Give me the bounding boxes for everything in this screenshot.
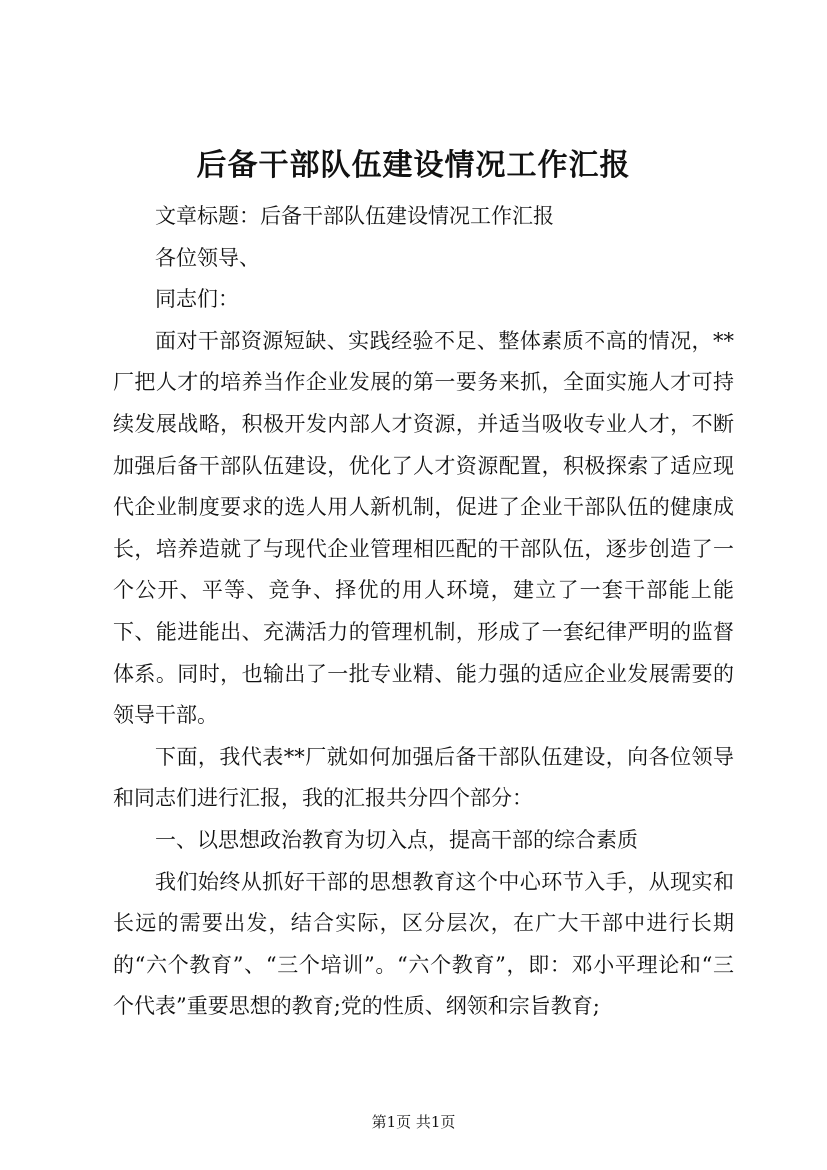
page-footer: 第1页 共1页	[371, 1113, 456, 1131]
document-title: 后备干部队伍建设情况工作汇报	[196, 148, 631, 183]
salutation-comrades: 同志们：	[155, 287, 239, 312]
salutation-leaders: 各位领导、	[155, 245, 260, 270]
paragraph-report-outline: 下面，我代表**厂就如何加强后备干部队伍建设，向各位领导和同志们进行汇报，我的汇报共分四个部分：	[113, 744, 734, 811]
document-body	[113, 196, 734, 1028]
article-title-line: 文章标题：后备干部队伍建设情况工作汇报	[155, 204, 554, 228]
paragraph-section-1: 我们始终从抓好干部的思想教育这个中心环节入手，从现实和长远的需要出发，结合实际，区分层次，在广大干部中进行长期的“六个教育”、“三个培训”。“六个教育”，即：邓小平理论和“三个代表”重要思想的教育;党的性质、纲领和宗旨教育;	[113, 869, 734, 1019]
section-heading-1: 一、以思想政治教育为切入点，提高干部的综合素质	[155, 827, 638, 852]
paragraph-intro: 面对干部资源短缺、实践经验不足、整体素质不高的情况，**厂把人才的培养当作企业发展的第一要务来抓，全面实施人才可持续发展战略，积极开发内部人才资源，并适当吸收专业人才，不断加强后备干部队伍建设，优化了人才资源配置，积极探索了适应现代企业制度要求的选人用人新机制，促进了企业干部队伍的健康成长，培养造就了与现代企业管理相匹配的干部队伍，逐步创造了一个公开、平等、竞争、择优的用人环境，建立了一套干部能上能下、能进能出、充满活力的管理机制，形成了一套纪律严明的监督体系。同时，也输出了一批专业精、能力强的适应企业发展需要的领导干部。	[113, 328, 734, 728]
